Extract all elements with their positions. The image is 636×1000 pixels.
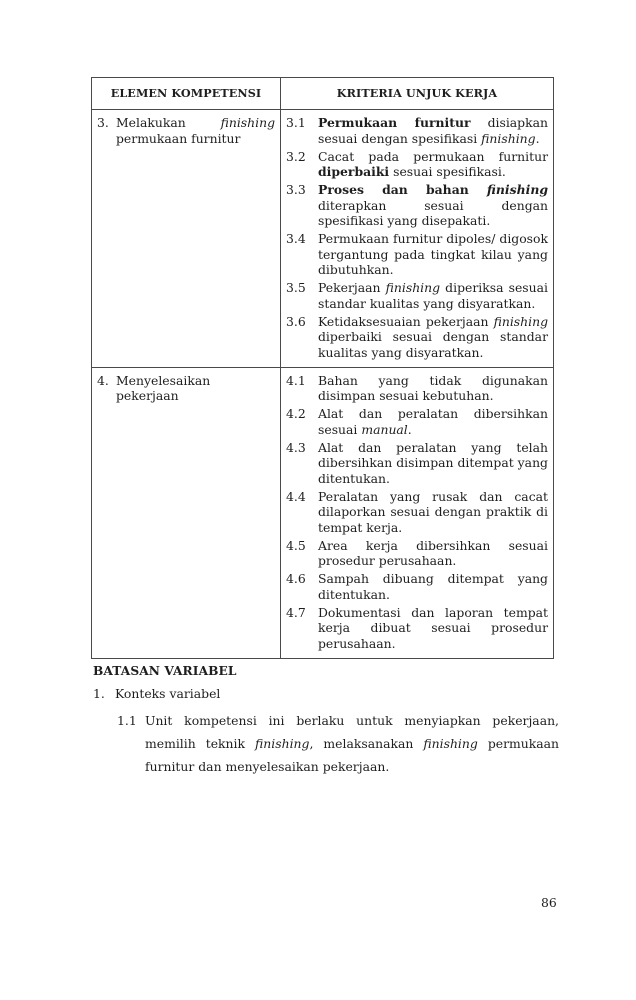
competency-table bbox=[91, 77, 554, 659]
paragraph-text: Unit kompetensi ini berlaku untuk menyiapkan pekerjaan, memilih teknik finishing, melaksanakan finishing permukaan furnitur dan menyelesaikan pekerjaan. bbox=[145, 713, 559, 774]
section-title-batasan-variabel: BATASAN VARIABEL bbox=[93, 664, 237, 678]
criteria-cell bbox=[281, 110, 553, 367]
criteria-item: 4.4 Peralatan yang rusak dan cacat dilaporkan sesuai dengan praktik di tempat kerja. bbox=[286, 488, 548, 535]
criteria-item: 3.5 Pekerjaan finishing diperiksa sesuai standar kualitas yang disyaratkan. bbox=[286, 280, 548, 311]
criteria-item: 3.3 Proses dan bahan finishing diterapkan sesuai dengan spesifikasi yang disepakati. bbox=[286, 182, 548, 228]
criteria-item: 3.1 Permukaan furnitur disiapkan sesuai dengan spesifikasi finishing. bbox=[286, 115, 548, 146]
list-item-1-1: 1.1 Unit kompetensi ini berlaku untuk menyiapkan pekerjaan, memilih teknik finishing, melaksanakan finishing permukaan furnitur dan menyelesaikan pekerjaan. bbox=[117, 709, 559, 778]
element-cell bbox=[92, 368, 281, 658]
criteria-item: 3.6 Ketidaksesuaian pekerjaan finishing diperbaiki sesuai dengan standar kualitas yang disyaratkan. bbox=[286, 313, 548, 360]
list-item-konteks-variabel: 1. Konteks variabel bbox=[93, 686, 221, 701]
criteria-item: 4.2 Alat dan peralatan dibersihkan sesuai manual. bbox=[286, 406, 548, 437]
header-performance-criteria: KRITERIA UNJUK KERJA bbox=[336, 86, 498, 100]
criteria-item: 4.6 Sampah dibuang ditempat yang ditentukan. bbox=[286, 571, 548, 602]
element-text: Menyelesaikan pekerjaan bbox=[116, 372, 211, 403]
criteria-item: 4.7 Dokumentasi dan laporan tempat kerja dibuat sesuai prosedur perusahaan. bbox=[286, 604, 548, 651]
criteria-item: 4.1 Bahan yang tidak digunakan disimpan sesuai kebutuhan. bbox=[286, 372, 548, 403]
criteria-item: 4.3 Alat dan peralatan yang telah dibersihkan disimpan ditempat yang ditentukan. bbox=[286, 439, 548, 486]
table-row bbox=[92, 367, 553, 658]
element-cell bbox=[92, 110, 281, 367]
element-number: 4. bbox=[97, 372, 109, 388]
criteria-cell bbox=[281, 368, 553, 658]
table-row bbox=[92, 109, 553, 367]
criteria-item: 3.2 Cacat pada permukaan furnitur diperbaiki sesuai spesifikasi. bbox=[286, 148, 548, 179]
criteria-item: 4.5 Area kerja dibersihkan sesuai prosedur perusahaan. bbox=[286, 537, 548, 568]
table-header-row bbox=[92, 78, 553, 109]
header-element-competency: ELEMEN KOMPETENSI bbox=[92, 78, 281, 109]
element-number: 3. bbox=[97, 115, 109, 130]
page-number: 86 bbox=[541, 895, 557, 910]
criteria-item: 3.4 Permukaan furnitur dipoles/ digosok tergantung pada tingkat kilau yang dibutuhkan. bbox=[286, 231, 548, 277]
element-text: Melakukan finishing permukaan furnitur bbox=[116, 115, 275, 146]
